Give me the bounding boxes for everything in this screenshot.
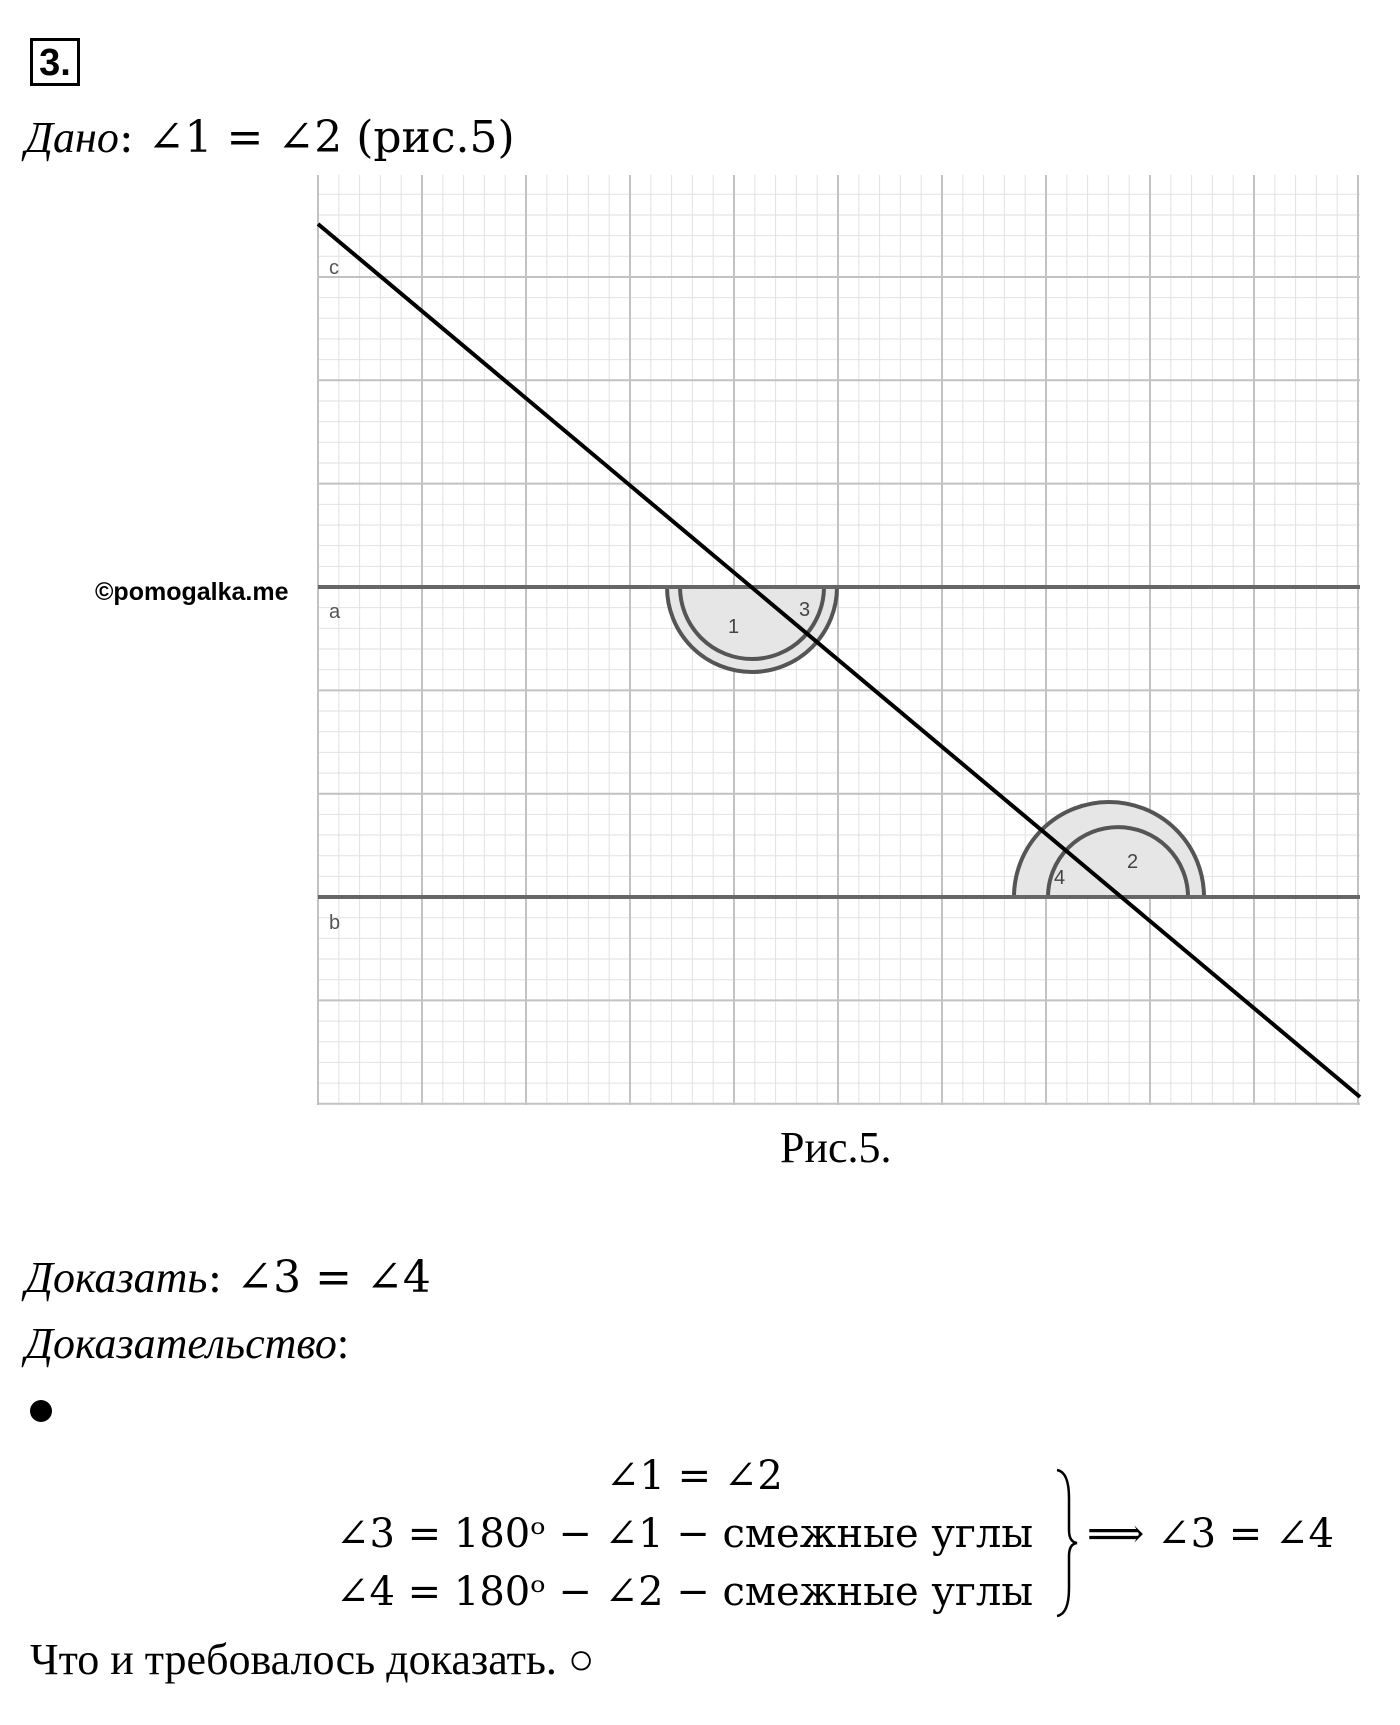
label-angle-2: 2 <box>1127 851 1139 873</box>
bullet-point <box>30 1400 52 1422</box>
label-angle-1: 1 <box>728 616 740 638</box>
prove-label: Доказать <box>25 1253 208 1302</box>
watermark: ©pomogalka.me <box>95 578 289 606</box>
qed-line: Что и требовалось доказать. ○ <box>30 1635 595 1684</box>
figure-caption: Рис.5. <box>780 1123 892 1172</box>
label-line-b: b <box>329 912 341 934</box>
label-angle-3: 3 <box>799 599 811 621</box>
problem-number: 3. <box>30 38 80 86</box>
proof-colon: : <box>336 1319 350 1368</box>
angle-arc-outer-bottom <box>1014 802 1204 897</box>
right-brace <box>1055 1468 1079 1618</box>
proof-heading <box>25 1318 349 1370</box>
label-line-c: c <box>329 257 339 279</box>
proof-label: Доказательство <box>25 1319 337 1368</box>
given-text: : ∠1 = ∠2 (рис.5) <box>118 112 515 163</box>
label-angle-4: 4 <box>1054 867 1066 889</box>
equation-line-1: ∠1 = ∠2 <box>606 1453 783 1499</box>
prove-text: : ∠3 = ∠4 <box>207 1252 431 1303</box>
given-label: Дано <box>25 113 119 162</box>
conclusion: ⟹ ∠3 = ∠4 <box>1087 1511 1334 1557</box>
label-line-a: a <box>329 601 341 623</box>
prove-line <box>25 1252 431 1304</box>
equation-line-2: ∠3 = 180ᵒ − ∠1 − смежные углы <box>336 1511 1034 1557</box>
equation-line-3: ∠4 = 180ᵒ − ∠2 − смежные углы <box>336 1569 1034 1615</box>
